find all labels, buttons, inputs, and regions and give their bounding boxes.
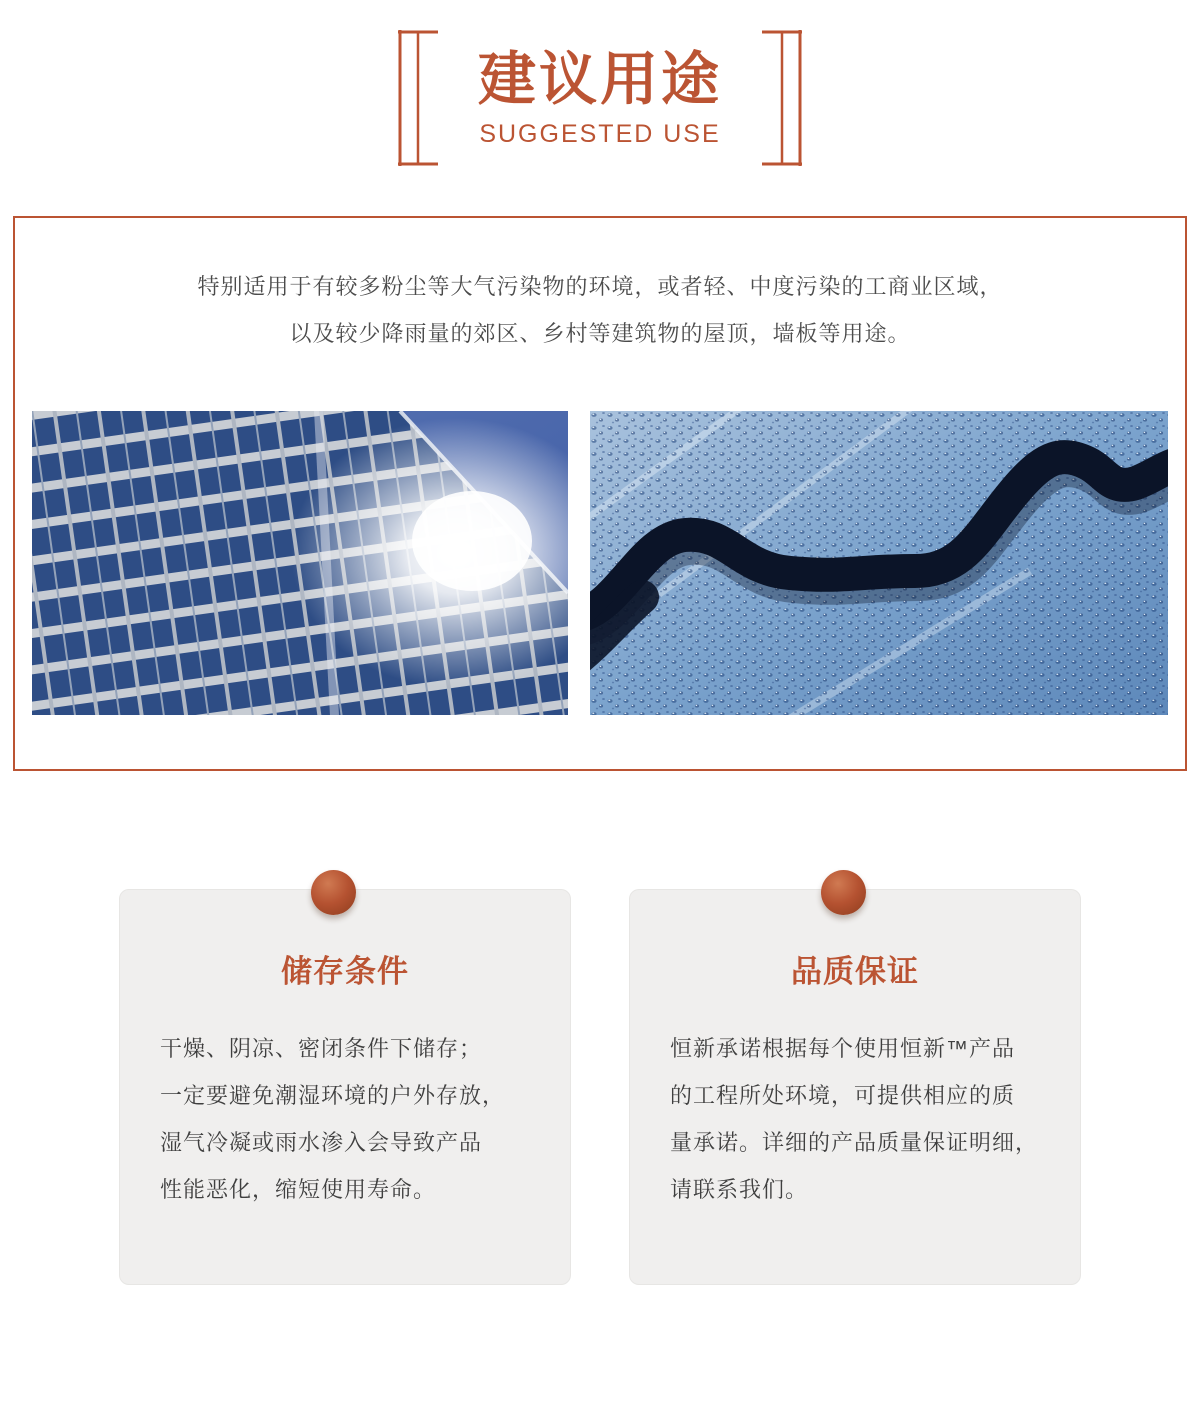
glass-building-photo bbox=[32, 411, 568, 715]
pin-dot-icon bbox=[821, 870, 866, 915]
intro-paragraph bbox=[31, 263, 1169, 357]
card-text-line: 湿气冷凝或雨水渗入会导致产品 bbox=[160, 1130, 483, 1155]
card-title-storage: 储存条件 bbox=[281, 954, 409, 989]
double-bracket-right-icon bbox=[762, 30, 802, 166]
card-text-line: 量承诺。详细的产品质量保证明细， bbox=[670, 1130, 1039, 1155]
intro-line-1: 特别适用于有较多粉尘等大气污染物的环境，或者轻、中度污染的工商业区域， bbox=[197, 274, 1003, 299]
card-text-line: 请联系我们。 bbox=[670, 1177, 809, 1202]
intro-line-2: 以及较少降雨量的郊区、乡村等建筑物的屋顶，墙板等用途。 bbox=[289, 321, 911, 346]
card-body-storage bbox=[160, 1025, 530, 1213]
header-titles bbox=[477, 46, 722, 148]
card-text-line: 恒新承诺根据每个使用恒新™产品 bbox=[670, 1036, 1016, 1061]
card-title-quality: 品质保证 bbox=[791, 954, 919, 989]
pin-dot-icon bbox=[311, 870, 356, 915]
info-cards bbox=[0, 889, 1200, 1285]
card-text-line: 一定要避免潮湿环境的户外存放， bbox=[160, 1083, 506, 1108]
page-subtitle: SUGGESTED USE bbox=[479, 119, 721, 148]
wet-roof-tile-illustration bbox=[590, 411, 1168, 715]
wet-roof-tile-photo bbox=[590, 411, 1168, 715]
glass-building-illustration bbox=[32, 411, 568, 715]
section-header bbox=[0, 30, 1200, 166]
suggested-use-panel bbox=[13, 216, 1187, 771]
card-text-line: 性能恶化，缩短使用寿命。 bbox=[160, 1177, 437, 1202]
card-storage-conditions bbox=[119, 889, 571, 1285]
double-bracket-left-icon bbox=[398, 30, 438, 166]
page-title: 建议用途 bbox=[477, 46, 722, 112]
card-quality-assurance bbox=[629, 889, 1081, 1285]
card-body-quality bbox=[670, 1025, 1040, 1213]
card-text-line: 的工程所处环境，可提供相应的质 bbox=[670, 1083, 1016, 1108]
card-text-line: 干燥、阴凉、密闭条件下储存； bbox=[160, 1036, 483, 1061]
photo-row bbox=[31, 411, 1169, 715]
